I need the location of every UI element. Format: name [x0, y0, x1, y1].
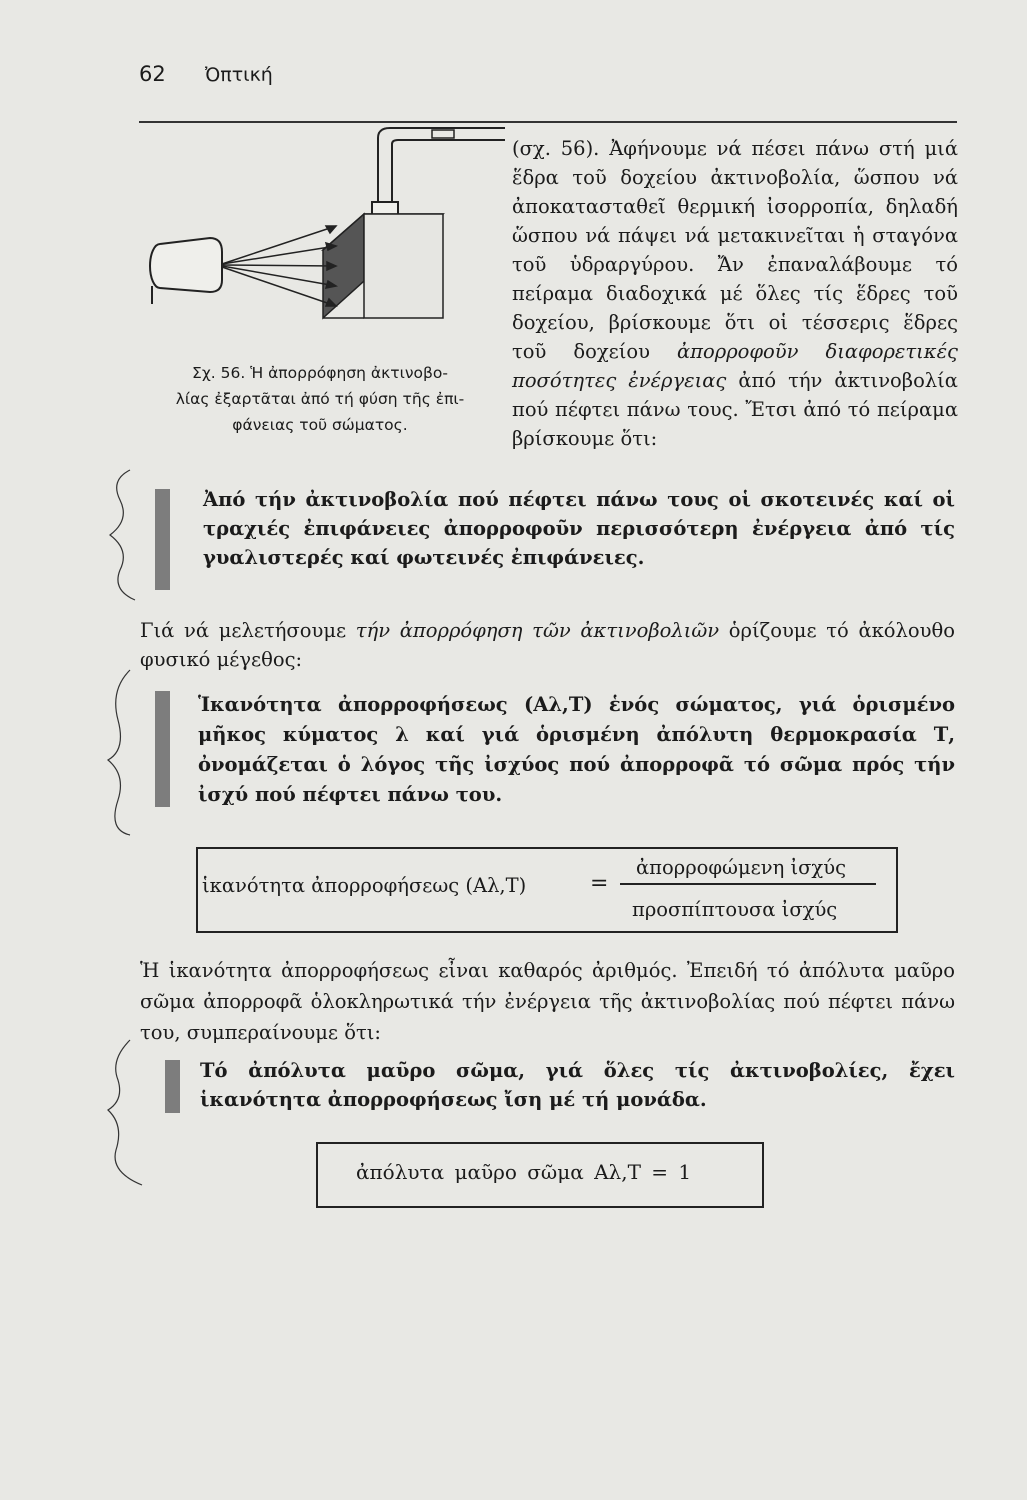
paragraph-text: ὁρίζουμε τό ἀκόλουθο φυσικό μέγεθος: [140, 619, 955, 671]
rule-box-black-body: Τό ἀπόλυτα μαῦρο σῶμα, γιά ὅλες τίς ἀκτινοβολίες, ἔχει ἱκανότητα ἀπορροφήσεως ἴση μέ τή μονάδα. [200, 1059, 955, 1111]
formula-lhs: ἱκανότητα ἀπορροφήσεως (Αλ,Τ) [202, 874, 527, 897]
highlight-bar [165, 1060, 180, 1113]
figure-56-apparatus [140, 126, 505, 356]
margin-pencil-marks [100, 460, 160, 1200]
paragraph-text: (σχ. 56). Ἀφήνουμε νά πέσει πάνω στή μιά ἕδρα τοῦ δοχείου ἀκτινοβολία, ὥσπου νά ἀποκατασταθεῖ θερμική ἰσορροπία, δηλαδή ὥσπου νά πάψει νά μετακινεῖται ἡ σταγόνα τοῦ ὑδραργύρου. Ἄν ἐπαναλάβουμε τό πείραμα διαδοχικά μέ ὅλες τίς ἕδρες τοῦ δοχείου, βρίσκουμε ὅτι οἱ τέσσερις ἕδρες τοῦ δοχείου [512, 137, 958, 363]
right-column-text [512, 134, 958, 453]
paragraph-text: Γιά νά μελετήσουμε [140, 619, 347, 642]
caption-line: λίας ἐξαρτᾶται ἀπό τή φύση τῆς ἐπι- [175, 390, 465, 408]
caption-line: φάνειας τοῦ σώματος. [232, 416, 408, 434]
formula-equals: = [590, 871, 609, 896]
definition-absorptivity: Ἱκανότητα ἀπορροφήσεως (Αλ,Τ) ἑνός σώματος, γιά ὁρισμένο μῆκος κύματος λ καί γιά ὁρισμένη ἀπόλυτη θερμοκρασία Τ, ὀνομάζεται ὁ λόγος τῆς ἰσχύος πού ἀπορροφᾶ τό σῶμα πρός τήν ἰσχύ πού πέφτει πάνω του. [198, 693, 955, 806]
caption-line: Σχ. 56. Ἡ ἀπορρόφηση ἀκτινοβο- [192, 364, 448, 382]
paragraph-pure-number: Ἡ ἱκανότητα ἀπορροφήσεως εἶναι καθαρός ἀριθμός. Ἐπειδή τό ἀπόλυτα μαῦρο σῶμα ἀπορροφᾶ ὁλοκληρωτικά τήν ἐνέργεια τῆς ἀκτινοβολίας πού πέφτει πάνω του, συμπεραίνουμε ὅτι: [140, 959, 955, 1044]
formula-numerator: ἀπορροφώμενη ἰσχύς [636, 856, 847, 879]
running-header: Ὀπτική [205, 64, 273, 86]
rule-box-dark-surfaces: Ἀπό τήν ἀκτινοβολία πού πέφτει πάνω τους οἱ σκοτεινές καί οἱ τραχιές ἐπιφάνειες ἀπορροφοῦν περισσότερη ἐνέργεια ἀπό τίς γυαλιστερές καί φωτεινές ἐπιφάνειες. [203, 488, 955, 569]
definition-intro [140, 616, 955, 674]
figure-caption [140, 360, 500, 438]
formula-denominator: προσπίπτουσα ἰσχύς [632, 898, 838, 921]
highlight-bar [155, 691, 170, 807]
formula-black-body: ἀπόλυτα μαῦρο σῶμα Αλ,Τ = 1 [356, 1160, 692, 1184]
highlight-bar [155, 489, 170, 590]
italic-phrase: τήν ἀπορρόφηση τῶν ἀκτινοβολιῶν [355, 619, 720, 642]
page-number: 62 [139, 62, 166, 86]
fraction-bar [620, 883, 876, 885]
header-rule [139, 121, 957, 123]
paragraph-text: ἀπό τήν ἀκτινοβολία πού πέφτει πάνω τους. Ἔτσι ἀπό τό πείραμα βρίσκουμε ὅτι: [512, 369, 958, 450]
italic-phrase: ἀπορροφοῦν διαφορετικές ποσότητες ἐνέργειας [512, 340, 958, 392]
